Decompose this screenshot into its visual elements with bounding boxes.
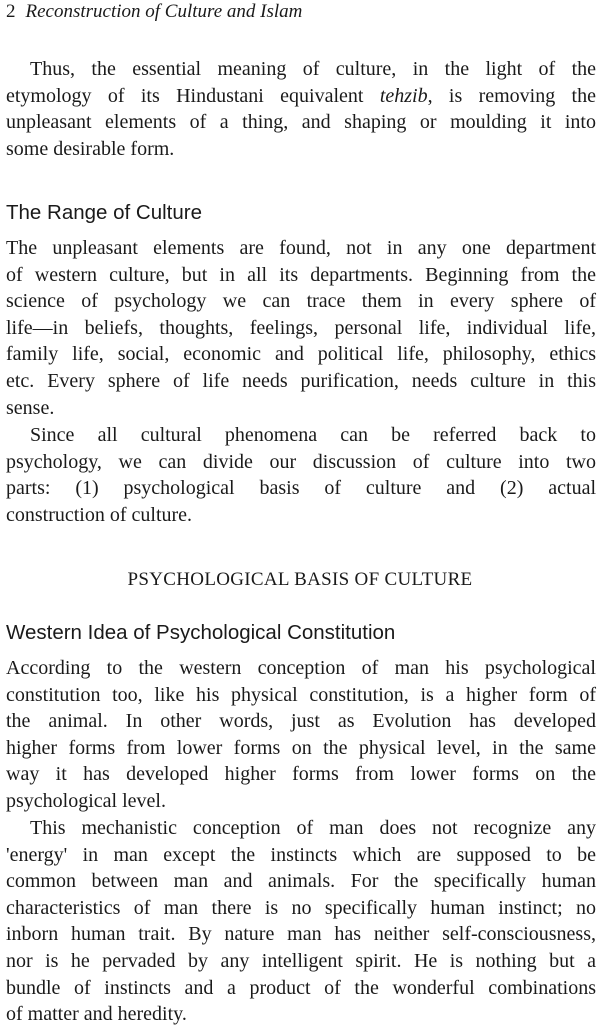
text-line: 'energy' in man except the instincts which are supposed to be xyxy=(6,843,596,866)
western-paragraph-2 xyxy=(6,815,596,1028)
text-fragment: etymology of its Hindustani equivalent xyxy=(6,84,364,107)
text-line: higher forms from lower forms on the physical level, in the same xyxy=(6,736,596,759)
intro-paragraph xyxy=(6,56,596,162)
text-line: some desirable form. xyxy=(6,137,175,160)
text-line: sense. xyxy=(6,396,55,419)
text-line: way it has developed higher forms from lower forms on the xyxy=(6,763,596,786)
text-line: bundle of instincts and a product of the wonderful combinations xyxy=(6,976,596,999)
western-paragraph-1 xyxy=(6,655,596,815)
text-line: of matter and heredity. xyxy=(6,1003,187,1026)
text-line: construction of culture. xyxy=(6,503,193,526)
text-line: psychology, we can divide our discussion of culture into two xyxy=(6,450,596,473)
text-line: characteristics of man there is no specifically human instinct; no xyxy=(6,896,596,919)
text-line: psychological level. xyxy=(6,789,166,812)
page-number: 2 xyxy=(6,1,16,22)
text-line: the animal. In other words, just as Evolution has developed xyxy=(6,710,596,733)
text-line: Thus, the essential meaning of culture, in the light of the xyxy=(30,58,596,80)
text-line: of western culture, but in all its departments. Beginning from the xyxy=(6,263,596,286)
subheading-western-idea: Western Idea of Psychological Constitution xyxy=(6,621,396,644)
emphasized-term: tehzib xyxy=(379,84,428,107)
subheading-range-of-culture: The Range of Culture xyxy=(6,201,203,224)
text-line: unpleasant elements of a thing, and shaping or moulding it into xyxy=(6,111,596,134)
text-line: nor is he pervaded by any intelligent spirit. He is nothing but a xyxy=(6,949,596,972)
range-paragraph-2 xyxy=(6,422,596,528)
section-title: PSYCHOLOGICAL BASIS OF CULTURE xyxy=(127,569,473,590)
text-line: family life, social, economic and political life, philosophy, ethics xyxy=(6,343,596,366)
book-title: Reconstruction of Culture and Islam xyxy=(25,1,303,22)
text-line: Since all cultural phenomena can be referred back to xyxy=(30,424,596,446)
text-line: etc. Every sphere of life needs purification, needs culture in this xyxy=(6,369,596,392)
text-line: parts: (1) psychological basis of culture and (2) actual xyxy=(6,477,596,500)
range-paragraph-1 xyxy=(6,235,596,421)
text-line: The unpleasant elements are found, not in any one department xyxy=(6,237,596,259)
text-line: According to the western conception of man his psychological xyxy=(6,657,596,679)
text-line: life—in beliefs, thoughts, feelings, personal life, individual life, xyxy=(6,316,596,339)
text-line: This mechanistic conception of man does not recognize any xyxy=(30,817,596,839)
text-fragment: , is removing the xyxy=(427,84,596,107)
text-line: common between man and animals. For the specifically human xyxy=(6,870,596,893)
text-line xyxy=(6,83,596,110)
text-line: constitution too, like his physical constitution, is a higher form of xyxy=(6,683,596,706)
text-line: inborn human trait. By nature man has neither self-consciousness, xyxy=(6,923,596,946)
running-head xyxy=(6,0,302,24)
text-line: science of psychology we can trace them in every sphere of xyxy=(6,290,596,313)
